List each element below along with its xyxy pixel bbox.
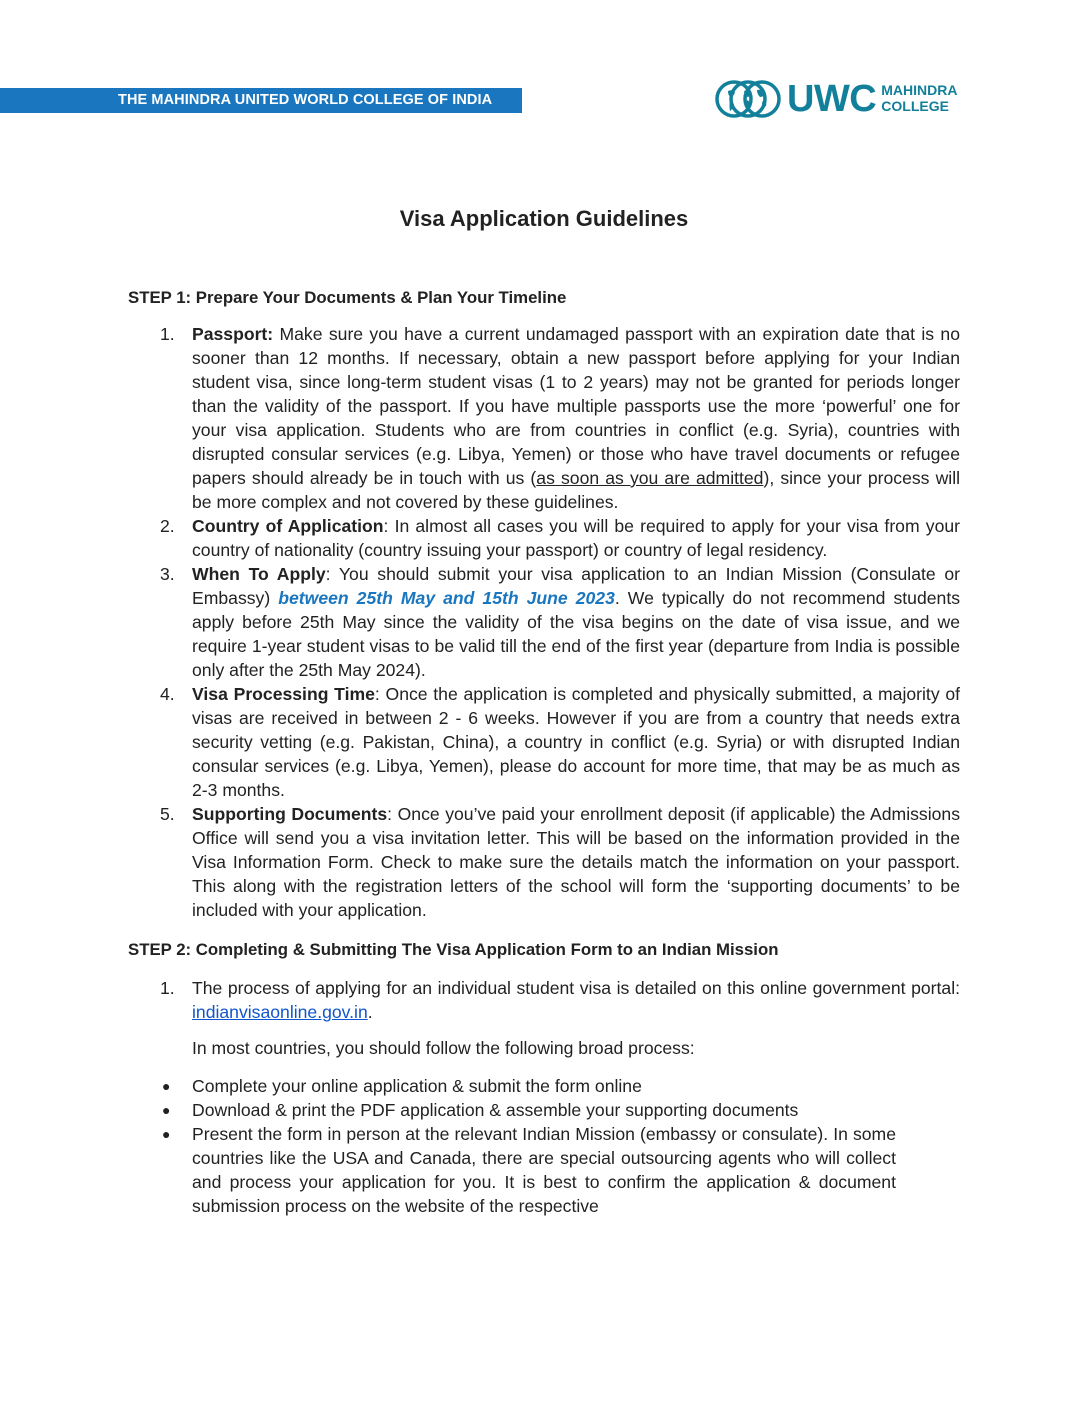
logo-subtitle <box>881 82 957 114</box>
item-label: When To Apply <box>192 564 326 584</box>
item-number: 4. <box>160 684 175 704</box>
item-label: Supporting Documents <box>192 804 388 824</box>
item-number: 3. <box>160 564 175 584</box>
item-number: 1. <box>160 324 175 344</box>
item-text <box>192 978 960 1022</box>
item-body <box>192 802 960 922</box>
item-text-end: . <box>367 1002 373 1022</box>
process-bullets <box>128 1074 960 1218</box>
item-label: Country of Application <box>192 516 384 536</box>
list-item <box>128 682 960 802</box>
document-title: Visa Application Guidelines <box>399 206 689 231</box>
item-text: : Once you’ve paid your enrollment deposit (if applicable) the Admissions Office will send you a visa invitation letter. This will be based on the information provided in the Visa Information Form. Check to make sure the details match the information on your passport. This along with the registration letters of the school will form the ‘supporting documents’ to be included with your application. <box>192 804 960 920</box>
bullet-item <box>128 1122 960 1218</box>
item-text: . We typically do not recommend students apply before 25th May since the validity of the visa begins on the date of visa issue, and we require 1-year student visas to be valid till the end of the first year (departure from India is possible only after the 25th May 2024). <box>192 588 961 680</box>
item-text: ), since your process will be more complex and not covered by these guidelines. <box>192 468 961 512</box>
bullet-icon: ● <box>162 1078 171 1094</box>
step1-list <box>128 322 960 922</box>
underlined-text: as soon as you are admitted <box>536 468 764 488</box>
list-item <box>128 514 960 562</box>
bullet-item <box>128 1074 960 1098</box>
globe-rings-icon <box>714 79 782 119</box>
item-number: 2. <box>160 516 175 536</box>
list-item <box>128 976 960 1074</box>
item-number: 1. <box>160 978 175 998</box>
list-item <box>128 562 960 682</box>
bullet-text: Complete your online application & submit the form online <box>192 1076 642 1096</box>
bullet-item <box>128 1098 960 1122</box>
item-body <box>192 562 960 682</box>
item-body <box>192 514 960 562</box>
logo-subtitle-line1: MAHINDRA <box>881 82 958 98</box>
logo-subtitle-line2: COLLEGE <box>881 98 949 114</box>
item-text: Make sure you have a current undamaged passport with an expiration date that is no sooner than 12 months. If necessary, obtain a new passport before applying for your Indian student visa, since long-term student visas (1 to 2 years) may not be granted for periods longer than the validity of the passport. If you have multiple passports use the more ‘powerful’ one for your visa application. Students who are from countries in conflict (e.g. Syria), countries with disrupted consular services (e.g. Libya, Yemen) or those who have travel documents or refugee papers should already be in touch with us ( <box>192 324 960 488</box>
item-text: : In almost all cases you will be required to apply for your visa from your country of nationality (country issuing your passport) or country of legal residency. <box>192 516 961 560</box>
bullet-text: Present the form in person at the relevant Indian Mission (embassy or consulate). In some countries like the USA and Canada, there are special outsourcing agents who will collect and process your application for you. It is best to confirm the application & document submission process on the website of the respective <box>192 1124 896 1216</box>
visa-portal-link[interactable]: indianvisaonline.gov.in <box>192 1002 368 1022</box>
college-banner <box>0 88 522 113</box>
item-number: 5. <box>160 804 175 824</box>
bullet-icon: ● <box>162 1126 171 1142</box>
list-item <box>128 802 960 922</box>
bullet-text: Download & print the PDF application & assemble your supporting documents <box>192 1100 799 1120</box>
document-body <box>128 284 960 1218</box>
banner-text: THE MAHINDRA UNITED WORLD COLLEGE OF INDIA <box>118 92 493 108</box>
step1-heading: STEP 1: Prepare Your Documents & Plan Your Timeline <box>128 288 567 307</box>
step2-list <box>128 976 960 1074</box>
item-text: : Once the application is completed and physically submitted, a majority of visas are received in between 2 - 6 weeks. However if you are from a country that needs extra security vetting (e.g. Pakistan, China), a country in conflict (e.g. Syria) or with disrupted Indian consular services (e.g. Libya, Yemen), please do account for more time, that may be as much as 2-3 months. <box>192 684 961 800</box>
item-body <box>192 322 960 514</box>
item-body <box>192 682 960 802</box>
bullet-icon: ● <box>162 1102 171 1118</box>
list-item <box>128 322 960 514</box>
logo-wordmark: UWC <box>787 78 877 120</box>
date-highlight: between 25th May and 15th June 2023 <box>278 588 615 608</box>
item-text: : You should submit your visa application to an Indian Mission (Consulate or Embassy) <box>192 564 960 608</box>
item-text-start: The process of applying for an individual student visa is detailed on this online government portal: <box>192 978 960 998</box>
step2-heading: STEP 2: Completing & Submitting The Visa Application Form to an Indian Mission <box>128 940 779 959</box>
process-intro: In most countries, you should follow the following broad process: <box>192 1038 695 1058</box>
item-body <box>192 976 960 1074</box>
item-label: Visa Processing Time <box>192 684 375 704</box>
item-label: Passport: <box>192 324 274 344</box>
uwc-logo <box>714 79 957 119</box>
